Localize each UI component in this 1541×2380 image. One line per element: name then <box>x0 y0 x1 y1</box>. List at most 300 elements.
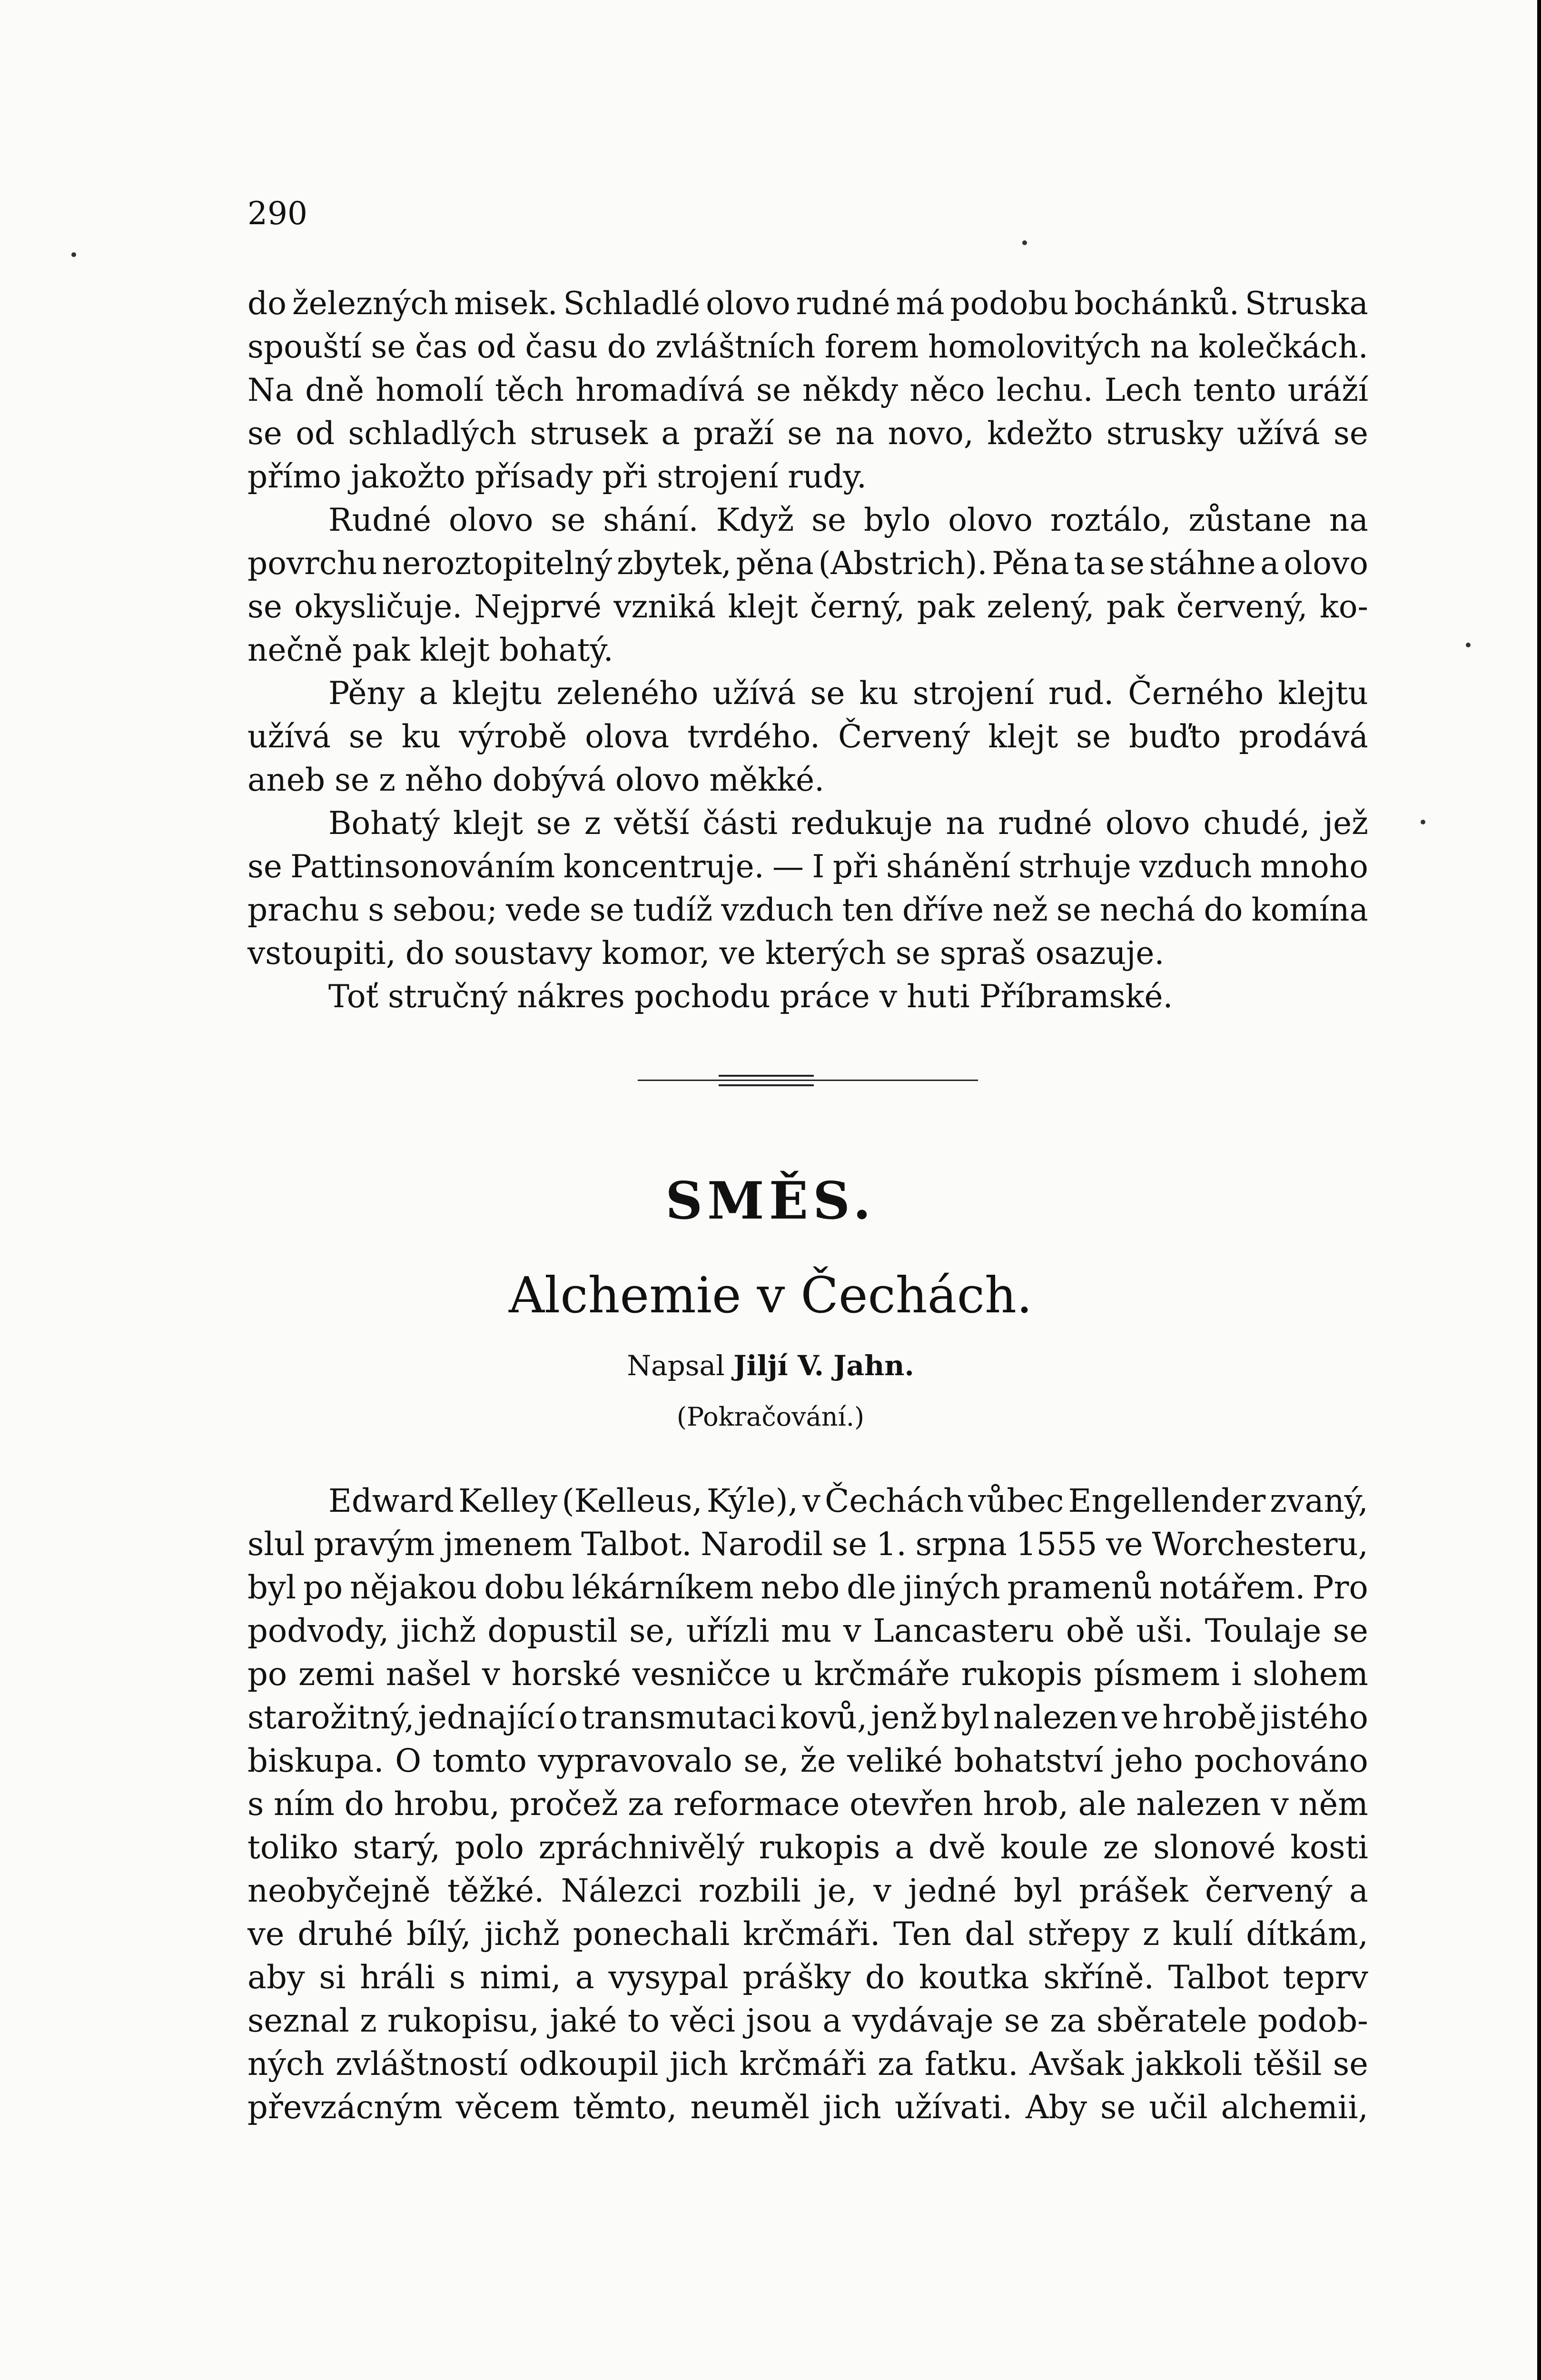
word: obě <box>1066 1612 1125 1649</box>
word: komor, <box>602 935 710 972</box>
word: nalezen <box>993 1699 1118 1736</box>
word: hrobě <box>1162 1699 1257 1736</box>
word: v <box>1271 1785 1289 1823</box>
continuation-note: (Pokračování.) <box>676 1402 865 1432</box>
word: Edward <box>328 1482 454 1519</box>
text-line <box>247 802 1368 845</box>
word: Na <box>247 372 294 408</box>
word: vede <box>506 892 581 928</box>
word: soustavy <box>454 935 593 972</box>
word: hrob, <box>983 1785 1069 1823</box>
word: Narodil <box>701 1526 823 1563</box>
word: dopustil <box>487 1612 618 1649</box>
word: teprv <box>1283 1959 1368 1996</box>
word: Toť <box>328 978 379 1015</box>
word: černý, <box>810 588 905 625</box>
word: se <box>1333 2045 1368 2082</box>
word: spouští <box>247 328 362 365</box>
word: kovů, <box>780 1699 868 1736</box>
word: Kýle), <box>706 1482 799 1519</box>
word: v <box>843 1612 861 1649</box>
print-speck <box>1466 643 1471 647</box>
word: ním <box>273 1785 335 1823</box>
word: biskupa. <box>247 1742 384 1779</box>
word: něco <box>909 372 985 408</box>
word: si <box>319 1959 346 1996</box>
word: se <box>1100 2089 1136 2126</box>
word: nimi, <box>480 1959 561 1996</box>
word: ten <box>842 892 894 928</box>
word: pravým <box>314 1526 435 1563</box>
word: se <box>895 935 930 972</box>
word: po <box>303 1569 343 1606</box>
word: něho <box>405 762 483 798</box>
page-number: 290 <box>247 195 307 232</box>
word: redukuje <box>791 805 933 842</box>
word: se <box>348 718 384 755</box>
word: má <box>896 285 945 322</box>
word: dobývá <box>492 762 606 798</box>
print-speck <box>71 252 76 257</box>
word: o <box>558 1699 578 1736</box>
word: klejtu <box>1278 675 1368 712</box>
word: Nejprvé <box>474 588 602 625</box>
word: se <box>810 675 845 712</box>
word: z <box>584 805 601 842</box>
word: olovo <box>615 762 700 798</box>
word: ko- <box>1319 588 1368 625</box>
word: zelený, <box>987 588 1095 625</box>
word: nebo <box>761 1569 840 1606</box>
body-text-part1 <box>247 282 1368 1018</box>
word: hrobu, <box>394 1785 500 1823</box>
word: čas <box>415 328 468 365</box>
word: prachu <box>247 892 360 928</box>
text-line <box>247 672 1368 715</box>
word: rudné <box>796 285 890 322</box>
word: — <box>772 848 804 885</box>
word: se <box>1004 2002 1039 2039</box>
word: neobyčejně <box>247 1872 431 1909</box>
word: přísady <box>474 458 593 495</box>
word: se <box>247 848 282 885</box>
word: od <box>476 328 516 365</box>
word: po <box>247 1656 287 1693</box>
word: dítkám, <box>1246 1915 1368 1953</box>
word: lechu. <box>996 372 1093 408</box>
word: kdežto <box>987 415 1093 452</box>
word: homolí <box>375 372 484 408</box>
text-line <box>247 325 1368 368</box>
word: strhuje <box>1018 848 1131 885</box>
byline <box>0 1349 1541 1382</box>
word: aneb <box>247 762 326 798</box>
word: Talbot. <box>581 1526 692 1563</box>
word: těch <box>495 372 564 408</box>
text-line <box>247 1869 1368 1913</box>
word: krčmáři <box>739 2045 867 2082</box>
word: v <box>873 1872 891 1909</box>
word: koutka <box>919 1959 1029 1996</box>
word: učil <box>1149 2089 1208 2126</box>
word: Lech <box>1104 372 1182 408</box>
word: kolečkách. <box>1198 328 1368 365</box>
word: jednající <box>418 1699 555 1736</box>
print-speck <box>1022 240 1027 245</box>
text-line <box>247 2043 1368 2086</box>
word: z <box>360 2002 377 2039</box>
word: ných <box>247 2045 325 2082</box>
word: podob- <box>1257 2002 1368 2039</box>
word: nečně <box>247 632 343 668</box>
text-line <box>247 1566 1368 1609</box>
word: přímo <box>247 458 342 495</box>
word: v <box>879 978 898 1015</box>
word: užívá <box>712 675 796 712</box>
word: písmem <box>1094 1656 1220 1693</box>
word: dně <box>305 372 365 408</box>
word: jich <box>670 2045 729 2082</box>
word: se <box>551 502 586 538</box>
word: nějakou <box>350 1569 477 1606</box>
word: roztálo, <box>1050 502 1171 538</box>
word: se <box>1110 545 1145 582</box>
word: zpráchnivělý <box>538 1829 744 1866</box>
word: slul <box>247 1526 305 1563</box>
word: a <box>1349 1872 1368 1909</box>
word: lékárníkem <box>572 1569 754 1606</box>
article-title: Alchemie v Čechách. <box>508 1266 1033 1324</box>
word: druhé <box>297 1915 394 1953</box>
section-heading: SMĚS. <box>665 1171 876 1231</box>
word: mu <box>780 1612 832 1649</box>
word: byl <box>1013 1872 1062 1909</box>
word: forem <box>825 328 919 365</box>
word: pak <box>1106 588 1165 625</box>
word: I <box>812 848 825 885</box>
word: z <box>1142 1915 1160 1953</box>
word: u <box>782 1656 803 1693</box>
word: do <box>405 935 445 972</box>
word: užívá <box>247 718 331 755</box>
word: klejt <box>988 718 1058 755</box>
word: za <box>878 2045 914 2082</box>
word: pročež <box>509 1785 618 1823</box>
word: a <box>1260 545 1279 582</box>
word: (Abstrich). <box>818 545 988 582</box>
word: okysličuje. <box>294 588 463 625</box>
word: s <box>449 1959 466 1996</box>
text-line <box>247 2086 1368 2129</box>
word: klejtu <box>452 675 543 712</box>
word: tento <box>1193 372 1276 408</box>
word: výrobě <box>459 718 567 755</box>
word: vydávaje <box>852 2002 994 2039</box>
word: olovo <box>1284 545 1368 582</box>
word: strojení <box>657 458 779 495</box>
word: klejt <box>419 632 490 668</box>
text-line <box>247 1523 1368 1566</box>
text-line <box>247 1739 1368 1783</box>
word: podvody, <box>247 1612 389 1649</box>
word: věci <box>670 2002 736 2039</box>
word: se, <box>629 1612 675 1649</box>
word: kterých <box>765 935 886 972</box>
word: olovo <box>448 502 533 538</box>
word: vůbec <box>968 1482 1064 1519</box>
word: se <box>787 415 822 452</box>
word: nákres <box>517 978 625 1015</box>
word: a <box>661 415 680 452</box>
word: Červený <box>838 718 970 755</box>
word: komína <box>1251 892 1368 928</box>
word: jedné <box>908 1872 997 1909</box>
word: a <box>419 675 438 712</box>
word: Schladlé <box>563 285 701 322</box>
word: vzniká <box>613 588 716 625</box>
word: věcem <box>455 2089 560 2126</box>
word: veliké <box>847 1742 943 1779</box>
word: ku <box>859 675 899 712</box>
word: bílý, <box>406 1915 471 1953</box>
text-line <box>247 1826 1368 1869</box>
text-line <box>247 585 1368 628</box>
word: seznal <box>247 2002 349 2039</box>
text-line <box>247 542 1368 585</box>
word: dříve <box>902 892 984 928</box>
word: rukopisu, <box>387 2002 540 2039</box>
word: na <box>1329 502 1368 538</box>
section-divider <box>638 1073 978 1088</box>
word: strojení <box>913 675 1034 712</box>
word: pěna <box>736 545 814 582</box>
word: že <box>800 1742 836 1779</box>
word: za <box>628 1785 664 1823</box>
word: červený, <box>1176 588 1308 625</box>
word: je, <box>818 1872 857 1909</box>
word: Čechách <box>825 1482 964 1519</box>
word: zvaný, <box>1270 1482 1368 1519</box>
text-line <box>247 758 1368 802</box>
word: misek. <box>454 285 558 322</box>
word: než <box>992 892 1048 928</box>
word: Když <box>716 502 794 538</box>
word: stručný <box>388 978 508 1015</box>
word: pochováno <box>1194 1742 1368 1779</box>
word: schladlých <box>348 415 517 452</box>
word: transmutaci <box>582 1699 777 1736</box>
word: shání. <box>603 502 699 538</box>
word: do <box>247 285 286 322</box>
word: krčmáře <box>814 1656 950 1693</box>
word: za <box>1050 2002 1086 2039</box>
word: s <box>368 892 385 928</box>
word: ve <box>719 935 756 972</box>
word: Pěny <box>328 675 405 712</box>
word: někdy <box>802 372 899 408</box>
word: se <box>536 805 571 842</box>
word: olovo <box>1105 805 1190 842</box>
word: práce <box>780 978 870 1015</box>
word: těšil <box>1253 2045 1322 2082</box>
word: převzácným <box>247 2089 443 2126</box>
word: rudné <box>998 805 1092 842</box>
text-line <box>247 628 1368 672</box>
word: 1. <box>876 1526 907 1563</box>
word: Avšak <box>1029 2045 1124 2082</box>
word: Pro <box>1312 1569 1368 1606</box>
word: stáhne <box>1149 545 1256 582</box>
word: hromadívá <box>575 372 745 408</box>
word: užívá <box>1236 415 1320 452</box>
word: sebou; <box>393 892 497 928</box>
word: se <box>1334 415 1368 452</box>
word: Pattinsonováním <box>290 848 555 885</box>
word: alchemii, <box>1221 2089 1368 2126</box>
word: ve <box>1106 1526 1143 1563</box>
word: krčmáři. <box>743 1915 880 1953</box>
word: bohatý. <box>499 632 613 668</box>
word: strusek <box>530 415 648 452</box>
word: se <box>589 892 624 928</box>
word: do <box>344 1785 384 1823</box>
word: se <box>247 588 282 625</box>
text-line <box>247 1479 1368 1523</box>
word: slohem <box>1253 1656 1368 1693</box>
text-line <box>247 975 1368 1018</box>
word: Nálezci <box>561 1872 682 1909</box>
word: spraš <box>939 935 1026 972</box>
word: na <box>835 415 875 452</box>
word: zvláštních <box>655 328 816 365</box>
word: sběratele <box>1096 2002 1247 2039</box>
word: starožitný, <box>247 1699 415 1736</box>
word: praží <box>693 415 774 452</box>
word: ku <box>401 718 441 755</box>
word: novo, <box>888 415 974 452</box>
word: byl <box>247 1569 296 1606</box>
word: do <box>865 1959 905 1996</box>
word: Worchesteru, <box>1152 1526 1368 1563</box>
word: Talbot <box>1168 1959 1269 1996</box>
word: starý, <box>353 1829 441 1866</box>
word: homolovitých <box>928 328 1141 365</box>
word: hráli <box>360 1959 435 1996</box>
word: něm <box>1298 1785 1368 1823</box>
word: jichž <box>400 1612 476 1649</box>
word: se <box>831 1526 867 1563</box>
word: prášek <box>1079 1872 1188 1909</box>
word: toliko <box>247 1829 339 1866</box>
word: aby <box>247 1959 305 1996</box>
body-text-part2 <box>247 1479 1368 2129</box>
word: do <box>607 328 646 365</box>
word: rukopis <box>961 1656 1083 1693</box>
word: koule <box>1000 1829 1089 1866</box>
word: pak <box>917 588 975 625</box>
word: dvě <box>928 1829 986 1866</box>
text-line <box>247 715 1368 758</box>
word: se <box>1056 892 1091 928</box>
word: zemi <box>298 1656 375 1693</box>
word: vstoupiti, <box>247 935 396 972</box>
word: jeho <box>1114 1742 1183 1779</box>
word: Toulaje <box>1205 1612 1322 1649</box>
word: našel <box>385 1656 471 1693</box>
word: rozbili <box>698 1872 801 1909</box>
text-line <box>247 412 1368 455</box>
byline-author: Jiljí V. Jahn. <box>733 1349 914 1382</box>
text-line <box>247 368 1368 412</box>
word: nechá <box>1099 892 1195 928</box>
word: shánění <box>886 848 1010 885</box>
word: bochánků. <box>1074 285 1239 322</box>
word: vesničce <box>632 1656 771 1693</box>
word: se <box>756 372 791 408</box>
word: zeleného <box>556 675 699 712</box>
word: dobu <box>484 1569 565 1606</box>
word: ve <box>247 1915 285 1953</box>
word: při <box>602 458 648 495</box>
word: Bohatý <box>328 805 440 842</box>
word: klejt <box>453 805 523 842</box>
word: ale <box>1078 1785 1126 1823</box>
text-line <box>247 1609 1368 1653</box>
word: olova <box>585 718 670 755</box>
text-line <box>247 498 1368 542</box>
word: se <box>1076 718 1111 755</box>
word: pramenů <box>1007 1569 1152 1606</box>
word: chudé, <box>1203 805 1310 842</box>
word: prodává <box>1239 718 1368 755</box>
word: vysypal <box>608 1959 729 1996</box>
text-line <box>247 455 1368 498</box>
text-line <box>247 845 1368 888</box>
print-speck <box>1421 820 1425 824</box>
word: od <box>296 415 335 452</box>
text-line <box>247 1956 1368 1999</box>
word: uráží <box>1287 372 1368 408</box>
word: zvláštností <box>336 2045 508 2082</box>
word: koncentruje. <box>563 848 764 885</box>
word: nalezen <box>1136 1785 1261 1823</box>
word: dle <box>847 1569 897 1606</box>
word: podobu <box>950 285 1069 322</box>
word: klejt <box>728 588 798 625</box>
word: ta <box>1074 545 1106 582</box>
word: Lancasteru <box>873 1612 1055 1649</box>
text-line <box>247 1783 1368 1826</box>
word: slonové <box>1153 1829 1276 1866</box>
word: času <box>525 328 598 365</box>
word: kulí <box>1172 1915 1233 1953</box>
word: to <box>627 2002 660 2039</box>
word: zůstane <box>1188 502 1312 538</box>
word: horské <box>511 1656 621 1693</box>
word: tvrdého. <box>687 718 820 755</box>
word: těmto, <box>573 2089 677 2126</box>
word: do <box>1204 892 1243 928</box>
word: části <box>702 805 778 842</box>
word: jsou <box>746 2002 812 2039</box>
word: huti <box>907 978 970 1015</box>
word: fatku. <box>924 2045 1018 2082</box>
word: reformace <box>673 1785 840 1823</box>
word: Aby <box>1026 2089 1087 2126</box>
word: v <box>482 1656 500 1693</box>
word: strusky <box>1106 415 1224 452</box>
word: rukopis <box>759 1829 880 1866</box>
